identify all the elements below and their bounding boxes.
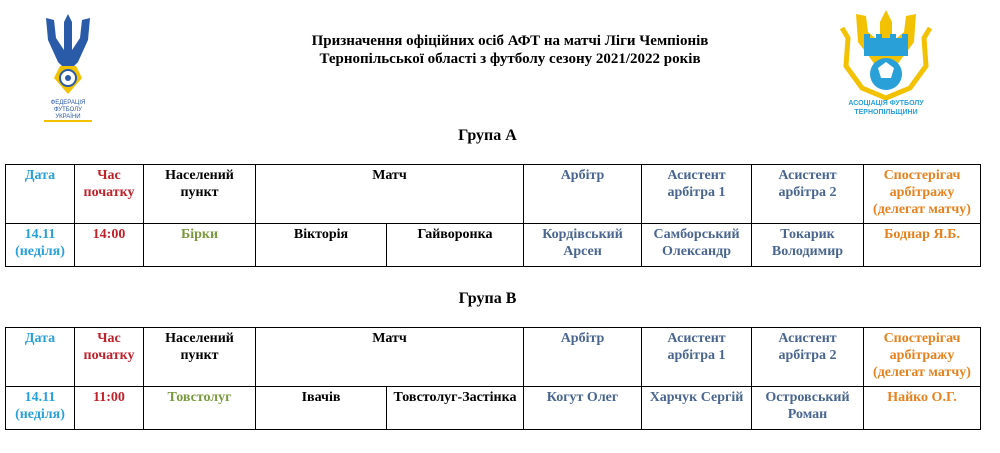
group-b-table — [5, 327, 981, 430]
group-a-table — [5, 164, 981, 267]
assistant-1: Харчук Сергій — [642, 387, 752, 430]
group-a-title: Група А — [458, 127, 517, 144]
match-place: Товстолуг — [144, 387, 256, 430]
match-time: 11:00 — [75, 387, 144, 430]
match-place: Бірки — [144, 224, 256, 267]
home-team: Вікторія — [256, 224, 387, 267]
assistant-2: Островський Роман — [752, 387, 864, 430]
col-time: Час початку — [75, 165, 144, 224]
col-referee: Арбітр — [524, 328, 642, 387]
referee: Кордівський Арсен — [524, 224, 642, 267]
col-observer: Спостерігач арбітражу (делегат матчу) — [864, 165, 981, 224]
group-b-title: Група В — [458, 290, 517, 307]
match-time: 14:00 — [75, 224, 144, 267]
page-title — [240, 32, 780, 68]
col-date: Дата — [6, 328, 75, 387]
svg-text:УКРАЇНИ: УКРАЇНИ — [55, 114, 81, 120]
svg-text:ТЕРНОПІЛЬЩИНИ: ТЕРНОПІЛЬЩИНИ — [854, 109, 918, 116]
col-match: Матч — [256, 165, 524, 224]
home-team: Івачів — [256, 387, 387, 430]
away-team: Товстолуг-Застінка — [387, 387, 524, 430]
observer: Боднар Я.Б. — [864, 224, 981, 267]
col-assistant-1: Асистент арбітра 1 — [642, 328, 752, 387]
col-observer: Спостерігач арбітражу (делегат матчу) — [864, 328, 981, 387]
match-date: 14.11 (неділя) — [6, 387, 75, 430]
match-date: 14.11 (неділя) — [6, 224, 75, 267]
col-place: Населений пункт — [144, 165, 256, 224]
col-match: Матч — [256, 328, 524, 387]
svg-text:ФЕДЕРАЦІЯ: ФЕДЕРАЦІЯ — [50, 100, 86, 106]
col-assistant-2: Асистент арбітра 2 — [752, 328, 864, 387]
title-line-1: Призначення офіційних осіб АФТ на матчі Ліги Чемпіонів — [311, 33, 709, 49]
table-row — [6, 224, 981, 267]
assistant-2: Токарик Володимир — [752, 224, 864, 267]
aft-logo — [832, 8, 940, 120]
association-crest-icon — [832, 8, 940, 120]
col-time: Час початку — [75, 328, 144, 387]
uaf-logo — [36, 10, 100, 122]
referee: Когут Олег — [524, 387, 642, 430]
col-date: Дата — [6, 165, 75, 224]
svg-text:АСОЦІАЦІЯ ФУТБОЛУ: АСОЦІАЦІЯ ФУТБОЛУ — [848, 100, 924, 107]
away-team: Гайворонка — [387, 224, 524, 267]
col-place: Населений пункт — [144, 328, 256, 387]
title-line-2: Тернопільської області з футболу сезону 2021/2022 років — [319, 51, 701, 67]
col-assistant-1: Асистент арбітра 1 — [642, 165, 752, 224]
svg-text:ФУТБОЛУ: ФУТБОЛУ — [54, 107, 82, 113]
assistant-1: Самборський Олександр — [642, 224, 752, 267]
trident-icon — [36, 10, 100, 122]
table-row — [6, 387, 981, 430]
observer: Найко О.Г. — [864, 387, 981, 430]
col-referee: Арбітр — [524, 165, 642, 224]
col-assistant-2: Асистент арбітра 2 — [752, 165, 864, 224]
